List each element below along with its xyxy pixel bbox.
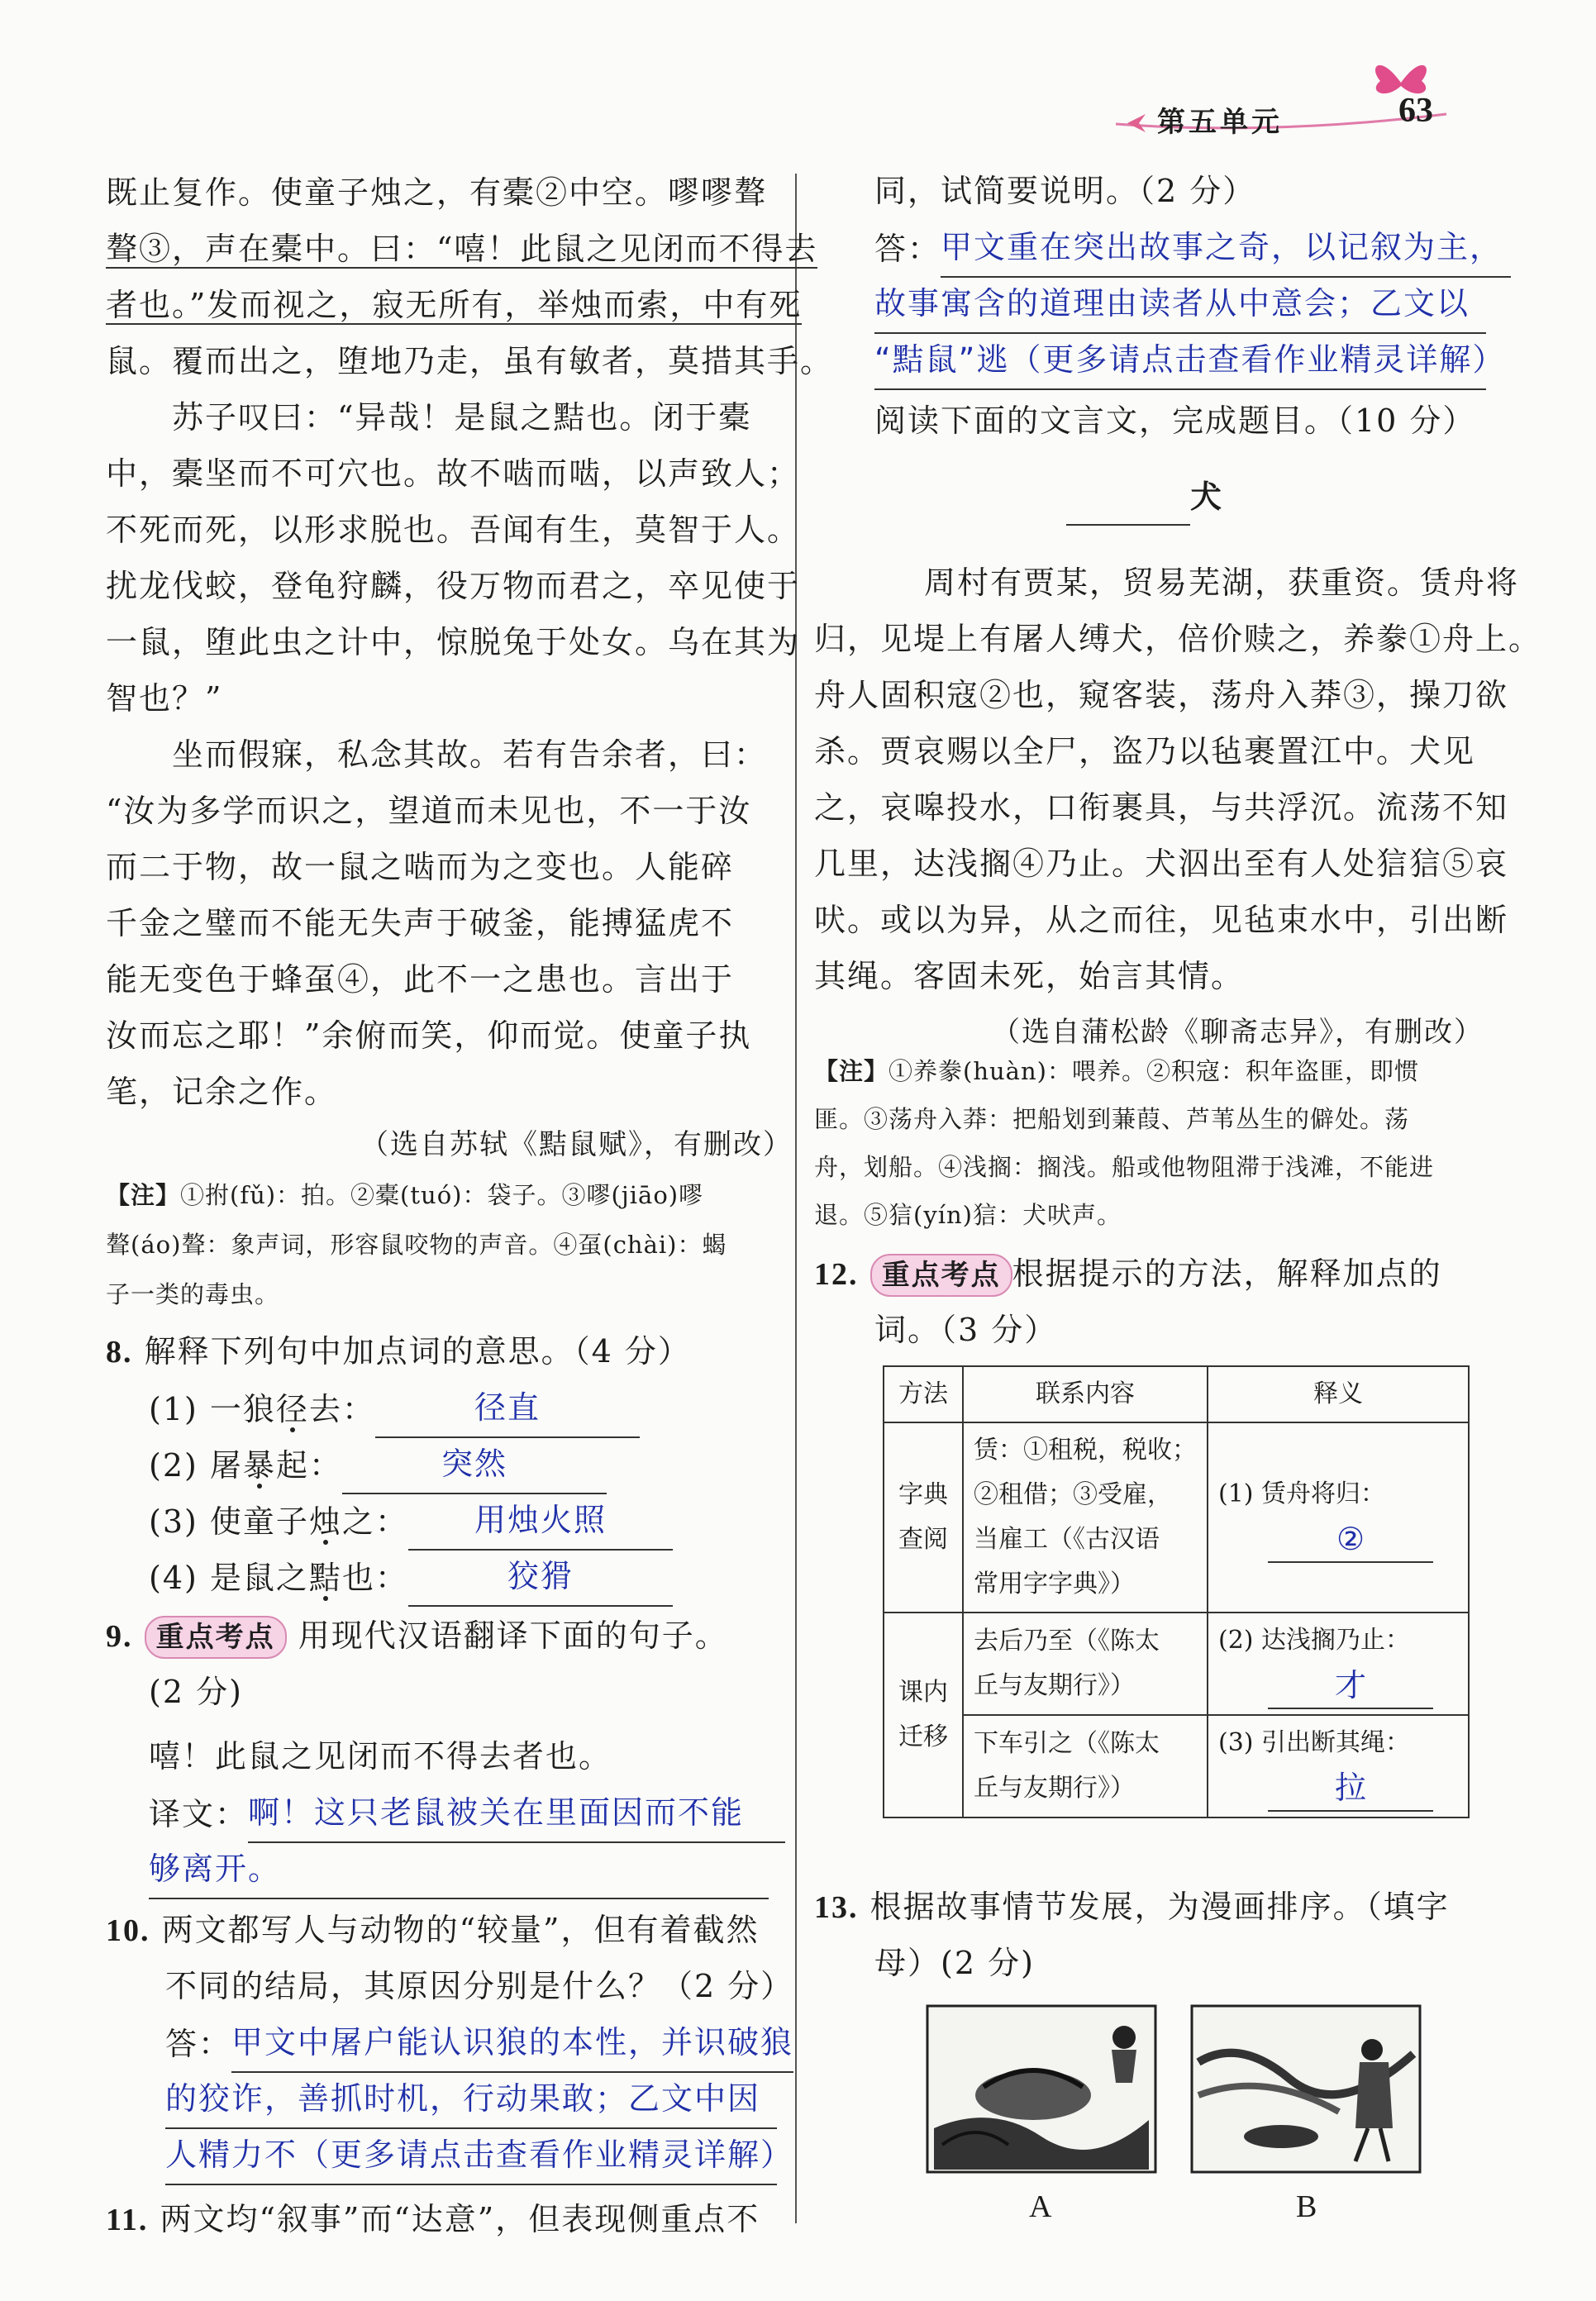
- q9-answer-line: [149, 1840, 769, 1899]
- text-line: 几里，达浅搁④乃止。犬泅出至有人处狺狺⑤哀: [814, 846, 1509, 882]
- answer-blank[interactable]: 才: [1268, 1663, 1433, 1709]
- text-line: 归，见堤上有屠人缚犬，倍价赎之，养豢①舟上。: [814, 621, 1542, 657]
- question-11: 11. 两文均“叙事”而“达意”，但表现侧重点不: [106, 2201, 760, 2237]
- unit-title: 第五单元: [1157, 106, 1283, 139]
- key-point-badge: 重点考点: [870, 1254, 1012, 1297]
- answer-text[interactable]: 啊！这只老鼠被关在里面因而不能: [248, 1784, 785, 1843]
- q10-answer-line: 答：甲文中屠户能认识狼的本性，并识破狼: [165, 2013, 793, 2073]
- q9-answer-line: 译文：啊！这只老鼠被关在里面因而不能: [149, 1784, 785, 1843]
- text-line: 之，哀嗥投水，口衔裹具，与共浮沉。流荡不知: [814, 789, 1509, 826]
- text-line: 而二于物，故一鼠之啮而为之变也。人能碎: [106, 849, 735, 885]
- notes-line: 子一类的毒虫。: [106, 1280, 280, 1308]
- text-line: 苏子叹曰：“异哉！是鼠之黠也。闭于橐: [172, 399, 752, 436]
- header-arrow-icon: [1124, 111, 1149, 136]
- q8-item: (2) 屠暴起： 突然: [149, 1435, 607, 1494]
- text-line: 舟人固积寇②也，窥客装，荡舟入莽③，操刀欲: [814, 677, 1509, 713]
- question-13-cont: 母）(2 分): [874, 1945, 1035, 1981]
- answer-blank[interactable]: 狡猾: [408, 1547, 673, 1607]
- answer-text[interactable]: 够离开。: [149, 1840, 769, 1899]
- caption-a: A: [1029, 2189, 1054, 2224]
- text-line: 聱③，声在橐中。曰：“嘻！此鼠之见闭而不得去: [106, 231, 818, 267]
- text-line: 一鼠，堕此虫之计中，惊脱兔于处女。乌在其为: [106, 624, 801, 660]
- q10-answer-line: [165, 2070, 777, 2129]
- question-9: 9. 重点考点 用现代汉语翻译下面的句子。: [106, 1607, 728, 1665]
- page-number: 63: [1398, 92, 1433, 130]
- text-line: 中，橐坚而不可穴也。故不啮而啮，以声致人；: [106, 455, 801, 492]
- text-line: 能无变色于蜂虿④，此不一之患也。言出于: [106, 961, 735, 998]
- answer-blank[interactable]: 突然: [342, 1435, 607, 1494]
- source-citation: （选自苏轼《黠鼠赋》，有删改）: [360, 1128, 793, 1161]
- answer-text[interactable]: 故事寓含的道理由读者从中意会；乙文以: [874, 274, 1486, 334]
- passage-title: 犬: [1066, 468, 1223, 526]
- q9-sentence: 嘻！此鼠之见闭而不得去者也。: [149, 1738, 612, 1775]
- table-header-row: 方法 联系内容 释义: [884, 1366, 1469, 1422]
- question-12: 12. 重点考点 根据提示的方法，解释加点的: [814, 1245, 1442, 1303]
- text-line: 千金之璧而不能无失声于破釜，能搏猛虎不: [106, 905, 735, 941]
- text-line: 周村有贾某，贸易芜湖，获重资。赁舟将: [924, 565, 1520, 601]
- q11-answer-line: 答：甲文重在突出故事之奇，以记叙为主，: [874, 218, 1511, 278]
- q11-answer-line: [874, 331, 1506, 390]
- text-line: 坐而假寐，私念其故。若有告余者，曰：: [172, 736, 768, 773]
- q10-answer-line: [165, 2126, 794, 2185]
- text-line: 者也。”发而视之，寂无所有，举烛而索，中有死: [106, 287, 803, 323]
- key-point-badge: 重点考点: [145, 1616, 287, 1659]
- q8-item: (3) 使童子烛之： 用烛火照: [149, 1491, 673, 1551]
- q8-item: (4) 是鼠之黠也： 狡猾: [149, 1547, 673, 1607]
- answer-text[interactable]: 人精力不（更多请点击查看作业精灵详解）: [165, 2126, 777, 2185]
- notes-line: 【注】①拊(fǔ)：拍。②橐(tuó)：袋子。③嘐(jiāo)嘐: [106, 1181, 704, 1209]
- answer-blank[interactable]: 用烛火照: [408, 1491, 673, 1551]
- text-line: 扰龙伐蛟，登龟狩麟，役万物而君之，卒见使于: [106, 568, 801, 604]
- answer-text[interactable]: 的狡诈，善抓时机，行动果敢；乙文中因: [165, 2070, 777, 2129]
- answer-text[interactable]: 甲文中屠户能认识狼的本性，并识破狼: [231, 2013, 793, 2073]
- comic-panel-a: [926, 2004, 1157, 2174]
- text-line: 汝而忘之耶！”余俯而笑，仰而觉。使童子执: [106, 1017, 752, 1054]
- answer-text[interactable]: “黠鼠”逃（更多请点击查看作业精灵详解）: [874, 331, 1486, 390]
- question-13: 13. 根据故事情节发展，为漫画排序。（填字: [814, 1889, 1450, 1925]
- answer-text[interactable]: 甲文重在突出故事之奇，以记叙为主，: [941, 218, 1511, 278]
- notes-line: 匪。③荡舟入莽：把船划到蒹葭、芦苇丛生的僻处。荡: [814, 1105, 1410, 1133]
- q8-item: (1) 一狼径去： 径直: [149, 1379, 640, 1438]
- question-8: 8. 解释下列句中加点词的意思。（4 分）: [106, 1333, 691, 1370]
- text-line: 不死而死，以形求脱也。吾闻有生，莫智于人。: [106, 512, 801, 548]
- notes-line: 舟，划船。④浅搁：搁浅。船或他物阻滞于浅滩，不能进: [814, 1153, 1435, 1181]
- text-line: “汝为多学而识之，望道而未见也，不一于汝: [106, 793, 752, 829]
- text-line: 吠。或以为异，从之而往，见毡束水中，引出断: [814, 902, 1509, 938]
- text-line: 既止复作。使童子烛之，有橐②中空。嘐嘐聱: [106, 174, 768, 211]
- comic-panel-b: [1190, 2004, 1422, 2174]
- q11-answer-line: [874, 274, 1486, 334]
- notes-line: 【注】①养豢(huàn)：喂养。②积寇：积年盗匪，即惯: [814, 1057, 1419, 1085]
- question-11-cont: 同，试简要说明。（2 分）: [874, 173, 1256, 209]
- text-line: 其绳。客固未死，始言其情。: [814, 958, 1245, 994]
- q9-score: (2 分): [149, 1674, 243, 1710]
- method-table: [883, 1365, 1470, 1818]
- reading-intro: 阅读下面的文言文，完成题目。（10 分）: [874, 403, 1476, 439]
- notes-line: 聱(áo)聱：象声词，形容鼠咬物的声音。④虿(chài)：蝎: [106, 1231, 727, 1259]
- table-row: 下车引之（《陈太 丘与友期行》） (3) 引出断其绳： 拉: [884, 1715, 1469, 1817]
- question-10-cont: 不同的结局，其原因分别是什么？（2 分）: [165, 1968, 794, 2004]
- notes-line: 退。⑤狺(yín)狺：犬吠声。: [814, 1201, 1122, 1229]
- answer-blank[interactable]: ②: [1268, 1517, 1433, 1563]
- answer-blank[interactable]: 拉: [1268, 1765, 1433, 1812]
- question-12-cont: 词。（3 分）: [874, 1312, 1058, 1348]
- text-line: 杀。贾哀赐以全尸，盗乃以毡裹置江中。犬见: [814, 733, 1476, 769]
- caption-b: B: [1296, 2189, 1319, 2224]
- answer-blank[interactable]: 径直: [375, 1379, 640, 1438]
- text-line: 智也？”: [106, 680, 223, 717]
- table-row: 课内 迁移 去后乃至（《陈太 丘与友期行》） (2) 达浅搁乃止： 才: [884, 1613, 1469, 1715]
- text-line: 鼠。覆而出之，堕地乃走，虽有敏者，莫措其手。: [106, 343, 834, 379]
- table-row: 字典 查阅 赁：①租税，税收； ②租借；③受雇， 当雇工（《古汉语 常用字字典》） (1) 赁舟将归： ②: [884, 1422, 1469, 1613]
- question-10: 10. 两文都写人与动物的“较量”，但有着截然: [106, 1912, 760, 1948]
- text-line: 笔，记余之作。: [106, 1074, 338, 1110]
- source-citation: （选自蒲松龄《聊斋志异》，有删改）: [992, 1016, 1484, 1049]
